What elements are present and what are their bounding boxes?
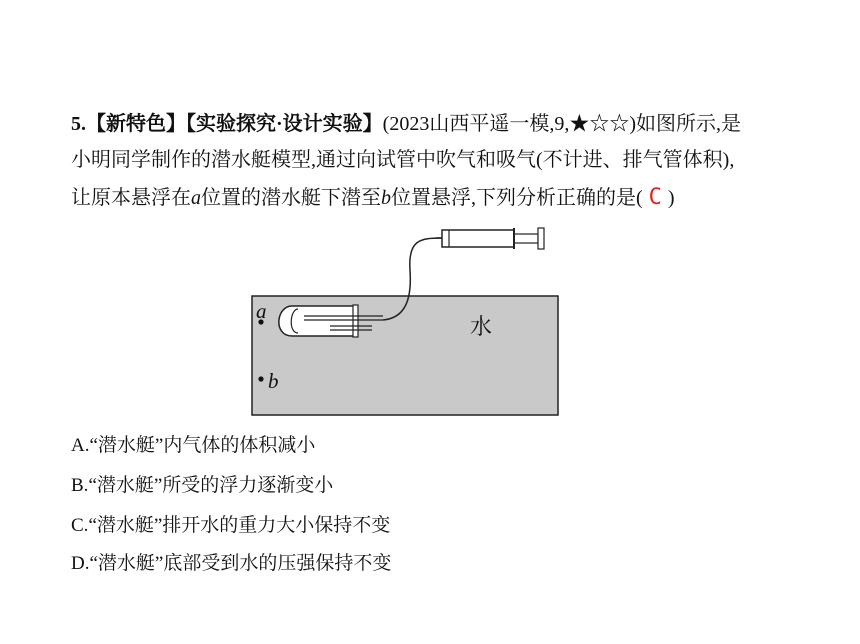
- question-text-3b: 位置的潜水艇下潜至: [201, 187, 381, 209]
- question-number: 5.: [71, 113, 86, 135]
- question-text-3c: 位置悬浮,下列分析正确的是(: [391, 187, 643, 209]
- position-b-label: b: [268, 369, 279, 393]
- question-text-2: 小明同学制作的潜水艇模型,通过向试管中吹气和吸气(不计进、排气管体积),: [71, 149, 735, 171]
- option-c-text: “潜水艇”排开水的重力大小保持不变: [88, 515, 391, 536]
- answer-mark: C: [648, 185, 662, 210]
- option-b-text: “潜水艇”所受的浮力逐渐变小: [88, 475, 334, 496]
- position-a-var: a: [191, 187, 201, 209]
- question-text-3a: 让原本悬浮在: [71, 187, 191, 209]
- question-text-3-end: ): [667, 187, 675, 209]
- question-source: (2023山西平遥一模,9,★☆☆): [382, 113, 636, 135]
- option-d-text: “潜水艇”底部受到水的压强保持不变: [89, 553, 392, 574]
- option-c: [71, 514, 390, 538]
- option-c-letter: C.: [71, 515, 89, 536]
- syringe: [436, 228, 544, 249]
- question-tag-experiment: 【实验探究·设计实验】: [186, 113, 383, 135]
- option-a-text: “潜水艇”内气体的体积减小: [89, 435, 316, 456]
- water-label: 水: [470, 315, 493, 340]
- option-a-letter: A.: [71, 435, 90, 456]
- option-d-letter: D.: [71, 553, 90, 574]
- option-b-letter: B.: [71, 475, 89, 496]
- option-d: [71, 552, 391, 576]
- option-a: [71, 434, 315, 458]
- position-b-dot: [258, 376, 263, 381]
- question-text-1: 如图所示,是: [636, 113, 741, 135]
- question-tag-new-feature: 【新特色】: [86, 113, 186, 135]
- position-b-var: b: [381, 187, 391, 209]
- position-a-label: a: [256, 299, 267, 323]
- option-b: [71, 474, 333, 498]
